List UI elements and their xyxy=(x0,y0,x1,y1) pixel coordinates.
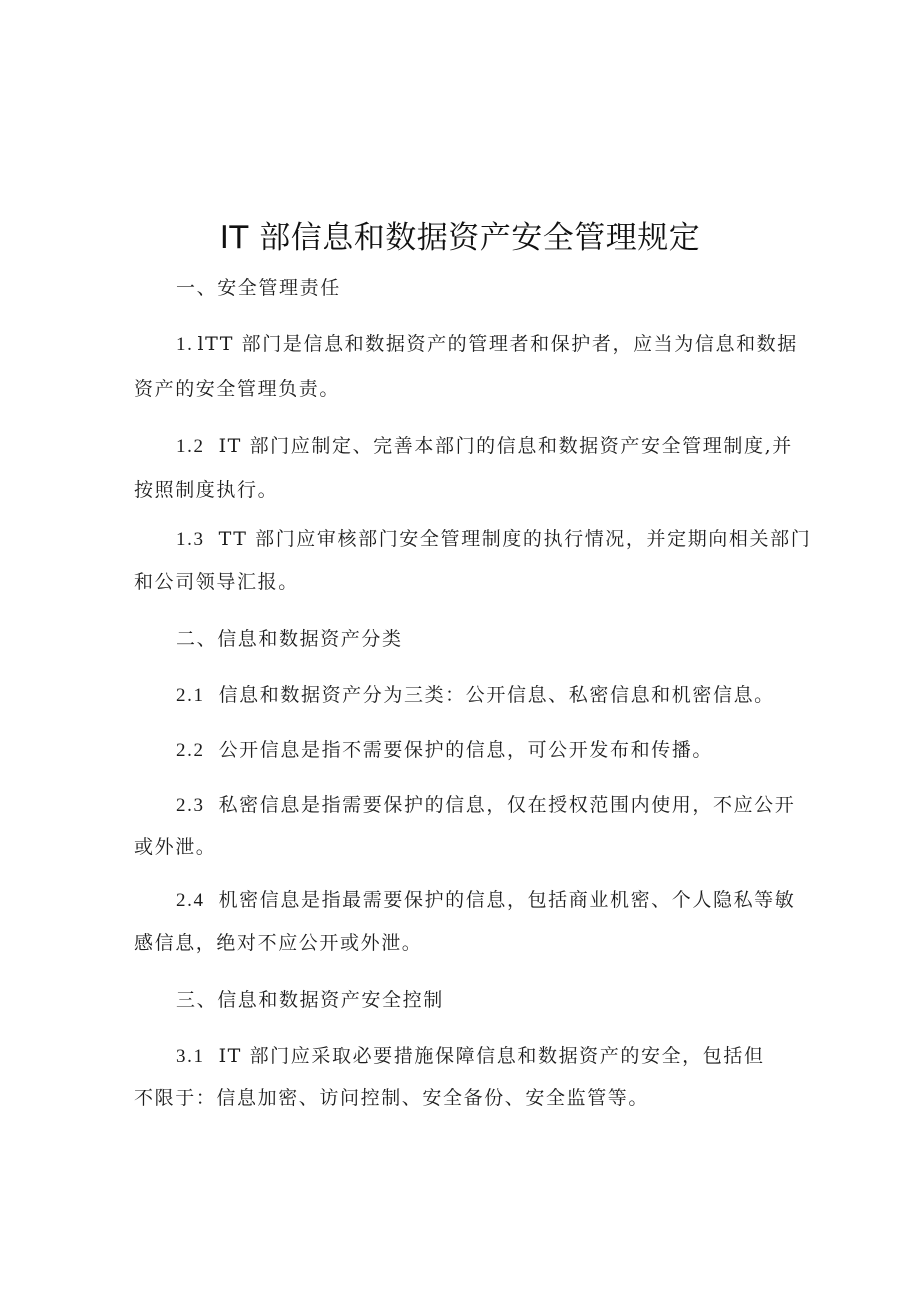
item-text: 机密信息是指最需要保护的信息，包括商业机密、个人隐私等敏 xyxy=(218,889,796,911)
section-heading: 二、信息和数据资产分类 xyxy=(176,628,403,650)
paragraph-line xyxy=(176,683,775,708)
item-number: 2.4 xyxy=(176,890,205,911)
item-text: IT 部门应采取必要措施保障信息和数据资产的安全，包括但 xyxy=(218,1045,765,1067)
paragraph-line xyxy=(176,1044,765,1069)
paragraph-line: 或外泄。 xyxy=(134,836,217,858)
item-number: 2.2 xyxy=(176,740,205,761)
paragraph-line: 不限于：信息加密、访问控制、安全备份、安全监管等。 xyxy=(134,1087,650,1109)
item-number: 1.2 xyxy=(176,436,205,457)
item-number: 3.1 xyxy=(176,1046,205,1067)
paragraph-line xyxy=(176,888,795,913)
item-text: TT 部门应审核部门安全管理制度的执行情况，并定期向相关部门 xyxy=(218,528,812,550)
paragraph-line xyxy=(176,793,795,818)
item-number: 1.3 xyxy=(176,529,205,550)
paragraph-line xyxy=(176,527,811,552)
paragraph-line xyxy=(176,332,798,357)
document-title: IT 部信息和数据资产安全管理规定 xyxy=(219,220,701,256)
item-text: 公开信息是指不需要保护的信息，可公开发布和传播。 xyxy=(218,739,713,761)
item-number: 2.3 xyxy=(176,795,205,816)
paragraph-line xyxy=(176,434,793,459)
paragraph-line xyxy=(176,738,713,763)
item-text: IT 部门应制定、完善本部门的信息和数据资产安全管理制度,并 xyxy=(218,435,793,457)
paragraph-line: 感信息，绝对不应公开或外泄。 xyxy=(134,932,423,954)
paragraph-line: 和公司领导汇报。 xyxy=(134,571,299,593)
section-heading: 三、信息和数据资产安全控制 xyxy=(176,989,444,1011)
item-text: 信息和数据资产分为三类：公开信息、私密信息和机密信息。 xyxy=(218,684,775,706)
section-heading: 一、安全管理责任 xyxy=(176,277,341,299)
paragraph-line: 按照制度执行。 xyxy=(134,479,279,501)
item-number: 1. xyxy=(176,334,194,355)
item-number: 2.1 xyxy=(176,685,205,706)
item-text: lTT 部门是信息和数据资产的管理者和保护者，应当为信息和数据 xyxy=(197,333,798,355)
paragraph-line: 资产的安全管理负责。 xyxy=(134,378,341,400)
item-text: 私密信息是指需要保护的信息，仅在授权范围内使用，不应公开 xyxy=(218,794,796,816)
